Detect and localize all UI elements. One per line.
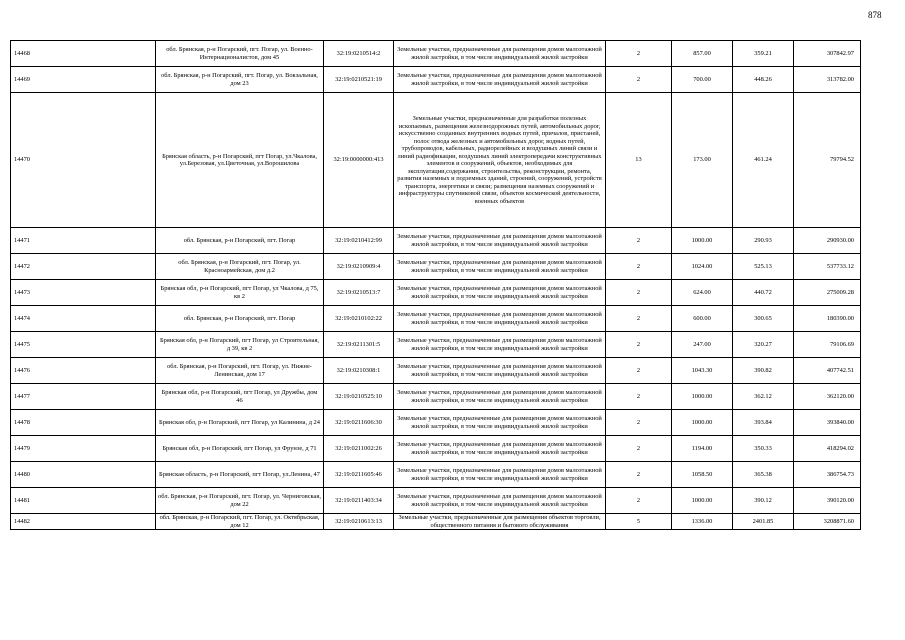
table-row (11, 93, 861, 228)
group-number: 13 (606, 93, 672, 228)
specific-value: 2401.85 (733, 514, 794, 530)
address-cell: Брянская область, р-н Погарский, пгт Погар, ул.Ленина, 47 (156, 462, 324, 488)
cadastral-number: 32:19:0210521:19 (324, 67, 394, 93)
table-row (11, 410, 861, 436)
specific-value: 300.65 (733, 306, 794, 332)
address-cell: Брянская обл, р-н Погарский, пгт Погар, ул Строительная, д 39, кв 2 (156, 332, 324, 358)
address-cell: обл. Брянская, р-н Погарский, пгт. Погар, ул. Военно-Интернационалистов, дом 45 (156, 41, 324, 67)
record-number: 14482 (11, 514, 156, 530)
cadastral-number: 32:19:0210308:1 (324, 358, 394, 384)
specific-value: 350.33 (733, 436, 794, 462)
address-cell: обл. Брянская, р-н Погарский, пгт. Погар (156, 228, 324, 254)
table-row (11, 488, 861, 514)
cadastral-cost: 393840.00 (794, 410, 861, 436)
cadastral-cost: 3208871.60 (794, 514, 861, 530)
area-value: 600.00 (672, 306, 733, 332)
area-value: 1000.00 (672, 488, 733, 514)
area-value: 1058.50 (672, 462, 733, 488)
cadastral-number: 32:19:0210412:99 (324, 228, 394, 254)
specific-value: 393.84 (733, 410, 794, 436)
table-row (11, 514, 861, 530)
group-number: 2 (606, 358, 672, 384)
table-row (11, 228, 861, 254)
specific-value: 440.72 (733, 280, 794, 306)
address-cell: Брянская обл, р-н Погарский, пгт Погар, ул Чкалова, д 75, кв 2 (156, 280, 324, 306)
cadastral-cost: 79106.69 (794, 332, 861, 358)
cadastral-number: 32:19:0211403:34 (324, 488, 394, 514)
cadastral-number: 32:19:0211301:5 (324, 332, 394, 358)
registry-table (10, 40, 861, 530)
specific-value: 320.27 (733, 332, 794, 358)
address-cell: обл. Брянская, р-н Погарский, пгт. Погар, ул. Черниговская, дом 22 (156, 488, 324, 514)
cadastral-number: 32:19:0000000:413 (324, 93, 394, 228)
cadastral-cost: 390120.00 (794, 488, 861, 514)
land-use-purpose: Земельные участки, предназначенные для разработки полезных ископаемых, размещения железнодорожных путей, автомобильных дорог, искусственно созданных внутренних водных путей, причалов, пристаней, полос отвода железных и автомобильных дорог, водных путей, трубопроводов, кабельных, радиорелейных и воздушных линий связи и линий радиофикации, воздушных линий электропередачи конструктивных элементов и сооружений, объектов, необходимых для эксплуатации,содержания, строительства, реконструкции, ремонта, развития наземных и подземных зданий, строений, сооружений, устройств транспорта, энергетики и связи; размещения наземных сооружений и инфраструктуры спутниковой связи, объектов космической деятельности, военных объектов (394, 93, 606, 228)
cadastral-cost: 275009.28 (794, 280, 861, 306)
group-number: 2 (606, 228, 672, 254)
land-use-purpose: Земельные участки, предназначенные для размещения домов малоэтажной жилой застройки, в том числе индивидуальной жилой застройки (394, 228, 606, 254)
specific-value: 448.26 (733, 67, 794, 93)
address-cell: обл. Брянская, р-н Погарский, пгт. Погар, ул. Красноармейская, дом д.2 (156, 254, 324, 280)
cadastral-number: 32:19:0211606:30 (324, 410, 394, 436)
cadastral-cost: 386754.73 (794, 462, 861, 488)
area-value: 1000.00 (672, 228, 733, 254)
record-number: 14481 (11, 488, 156, 514)
cadastral-cost: 180390.00 (794, 306, 861, 332)
table-row (11, 332, 861, 358)
record-number: 14469 (11, 67, 156, 93)
group-number: 2 (606, 306, 672, 332)
area-value: 1024.00 (672, 254, 733, 280)
group-number: 2 (606, 41, 672, 67)
land-use-purpose: Земельные участки, предназначенные для размещения домов малоэтажной жилой застройки, в том числе индивидуальной жилой застройки (394, 462, 606, 488)
land-use-purpose: Земельные участки, предназначенные для размещения домов малоэтажной жилой застройки, в том числе индивидуальной жилой застройки (394, 67, 606, 93)
address-cell: Брянская обл, р-н Погарский, пгт Погар, ул Дружбы, дом 46 (156, 384, 324, 410)
record-number: 14474 (11, 306, 156, 332)
cadastral-number: 32:19:0211002:26 (324, 436, 394, 462)
specific-value: 359.21 (733, 41, 794, 67)
specific-value: 290.93 (733, 228, 794, 254)
cadastral-cost: 362120.00 (794, 384, 861, 410)
area-value: 700.00 (672, 67, 733, 93)
table-row (11, 306, 861, 332)
area-value: 1194.00 (672, 436, 733, 462)
land-use-purpose: Земельные участки, предназначенные для размещения домов малоэтажной жилой застройки, в том числе индивидуальной жилой застройки (394, 306, 606, 332)
specific-value: 390.12 (733, 488, 794, 514)
cadastral-number: 32:19:0210909:4 (324, 254, 394, 280)
area-value: 247.00 (672, 332, 733, 358)
land-use-purpose: Земельные участки, предназначенные для размещения домов малоэтажной жилой застройки, в том числе индивидуальной жилой застройки (394, 488, 606, 514)
land-use-purpose: Земельные участки, предназначенные для размещения домов малоэтажной жилой застройки, в том числе индивидуальной жилой застройки (394, 436, 606, 462)
group-number: 2 (606, 254, 672, 280)
table-row (11, 384, 861, 410)
group-number: 2 (606, 280, 672, 306)
cadastral-cost: 313782.00 (794, 67, 861, 93)
address-cell: обл. Брянская, р-н Погарский, пгт. Погар, ул. Нижне-Ленинская, дом 17 (156, 358, 324, 384)
specific-value: 525.13 (733, 254, 794, 280)
area-value: 857.00 (672, 41, 733, 67)
cadastral-number: 32:19:0210102:22 (324, 306, 394, 332)
table-row (11, 254, 861, 280)
address-cell: Брянская обл, р-н Погарский, пгт Погар, ул Фрунзе, д 71 (156, 436, 324, 462)
cadastral-number: 32:19:0210613:13 (324, 514, 394, 530)
land-use-purpose: Земельные участки, предназначенные для размещения домов малоэтажной жилой застройки, в том числе индивидуальной жилой застройки (394, 280, 606, 306)
group-number: 2 (606, 67, 672, 93)
cadastral-cost: 290930.00 (794, 228, 861, 254)
land-use-purpose: Земельные участки, предназначенные для размещения домов малоэтажной жилой застройки, в том числе индивидуальной жилой застройки (394, 332, 606, 358)
record-number: 14480 (11, 462, 156, 488)
address-cell: Брянская область, р-н Погарский, пгт Погар, ул.Чкалова, ул.Березовая, ул.Цветочная, ул.Ворошилова (156, 93, 324, 228)
cadastral-number: 32:19:0210514:2 (324, 41, 394, 67)
land-use-purpose: Земельные участки, предназначенные для размещения домов малоэтажной жилой застройки, в том числе индивидуальной жилой застройки (394, 358, 606, 384)
cadastral-cost: 418294.02 (794, 436, 861, 462)
record-number: 14477 (11, 384, 156, 410)
group-number: 5 (606, 514, 672, 530)
page-number: 878 (868, 10, 882, 20)
table-row (11, 280, 861, 306)
cadastral-cost: 79794.52 (794, 93, 861, 228)
land-use-purpose: Земельные участки, предназначенные для размещения объектов торговли, общественного питания и бытового обслуживания (394, 514, 606, 530)
address-cell: Брянская обл, р-н Погарский, пгт Погар, ул Калинина, д 24 (156, 410, 324, 436)
address-cell: обл. Брянская, р-н Погарский, пгт. Погар, ул. Вокзальная, дом 23 (156, 67, 324, 93)
record-number: 14475 (11, 332, 156, 358)
land-use-purpose: Земельные участки, предназначенные для размещения домов малоэтажной жилой застройки, в том числе индивидуальной жилой застройки (394, 41, 606, 67)
group-number: 2 (606, 332, 672, 358)
record-number: 14468 (11, 41, 156, 67)
area-value: 1000.00 (672, 410, 733, 436)
group-number: 2 (606, 436, 672, 462)
cadastral-number: 32:19:0211605:46 (324, 462, 394, 488)
cadastral-cost: 537733.12 (794, 254, 861, 280)
record-number: 14478 (11, 410, 156, 436)
area-value: 1043.30 (672, 358, 733, 384)
specific-value: 365.38 (733, 462, 794, 488)
land-use-purpose: Земельные участки, предназначенные для размещения домов малоэтажной жилой застройки, в том числе индивидуальной жилой застройки (394, 410, 606, 436)
area-value: 624.00 (672, 280, 733, 306)
land-use-purpose: Земельные участки, предназначенные для размещения домов малоэтажной жилой застройки, в том числе индивидуальной жилой застройки (394, 384, 606, 410)
specific-value: 362.12 (733, 384, 794, 410)
table-row (11, 462, 861, 488)
table-row (11, 358, 861, 384)
record-number: 14471 (11, 228, 156, 254)
cadastral-number: 32:19:0210513:7 (324, 280, 394, 306)
group-number: 2 (606, 384, 672, 410)
record-number: 14472 (11, 254, 156, 280)
group-number: 2 (606, 410, 672, 436)
cadastral-cost: 307842.97 (794, 41, 861, 67)
cadastral-cost: 407742.51 (794, 358, 861, 384)
cadastral-number: 32:19:0210525:10 (324, 384, 394, 410)
address-cell: обл. Брянская, р-н Погарский, пгт. Погар (156, 306, 324, 332)
land-use-purpose: Земельные участки, предназначенные для размещения домов малоэтажной жилой застройки, в том числе индивидуальной жилой застройки (394, 254, 606, 280)
group-number: 2 (606, 488, 672, 514)
table-row (11, 436, 861, 462)
area-value: 173.00 (672, 93, 733, 228)
area-value: 1336.00 (672, 514, 733, 530)
address-cell: обл. Брянская, р-н Погарский, пгт. Погар, ул. Октябрьская, дом 12 (156, 514, 324, 530)
record-number: 14473 (11, 280, 156, 306)
specific-value: 390.82 (733, 358, 794, 384)
table-row (11, 67, 861, 93)
specific-value: 461.24 (733, 93, 794, 228)
record-number: 14479 (11, 436, 156, 462)
table-row (11, 41, 861, 67)
group-number: 2 (606, 462, 672, 488)
record-number: 14476 (11, 358, 156, 384)
record-number: 14470 (11, 93, 156, 228)
area-value: 1000.00 (672, 384, 733, 410)
